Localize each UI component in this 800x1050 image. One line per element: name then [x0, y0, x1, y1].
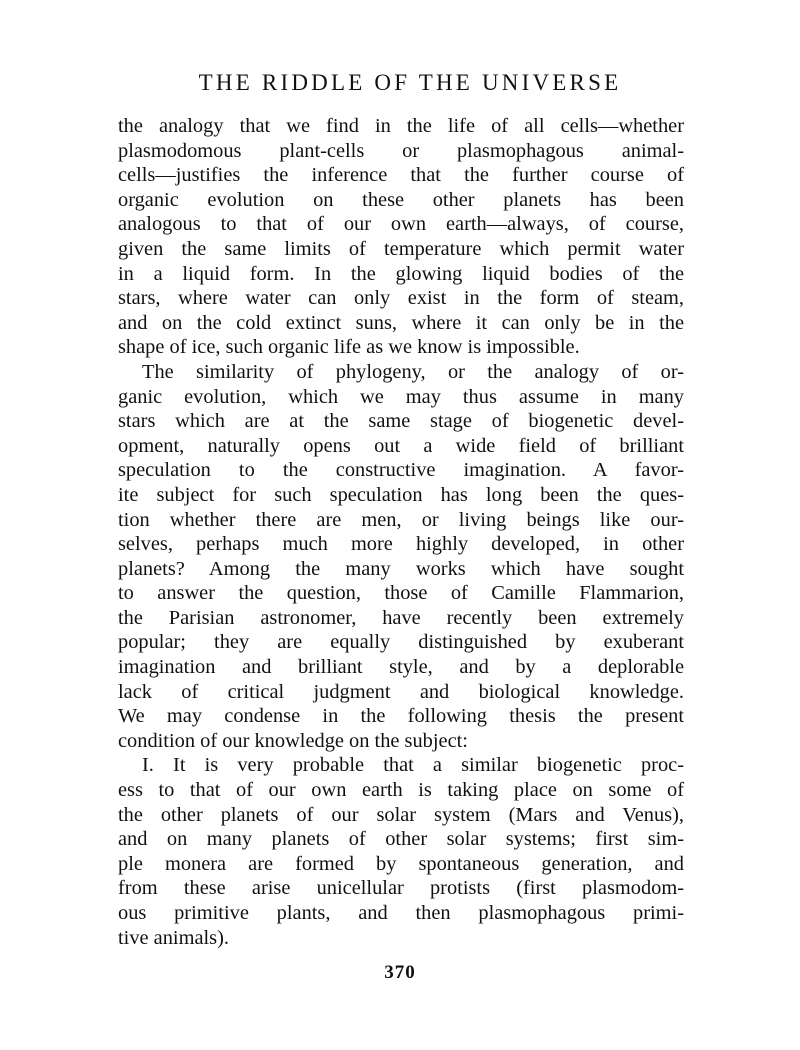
text-line: and on many planets of other solar systems; first sim- [118, 828, 684, 851]
page-number: 370 [384, 962, 416, 983]
text-line: the other planets of our solar system (Mars and Venus), [118, 803, 684, 826]
paragraph-1 [118, 114, 684, 360]
text-line: given the same limits of temperature which permit water [118, 237, 684, 260]
text-line: shape of ice, such organic life as we know is impossible. [118, 336, 580, 359]
paragraph-2 [118, 360, 684, 754]
text-line: planets? Among the many works which have sought [118, 557, 684, 580]
text-line: organic evolution on these other planets has been [118, 188, 684, 211]
text-line: in a liquid form. In the glowing liquid bodies of the [118, 262, 684, 285]
text-line: We may condense in the following thesis the present [118, 705, 684, 728]
text-line: The similarity of phylogeny, or the analogy of or- [142, 360, 684, 383]
text-line: ite subject for such speculation has long been the ques- [118, 483, 684, 506]
text-line: tive animals). [118, 926, 229, 949]
text-line: stars, where water can only exist in the form of steam, [118, 287, 684, 310]
text-line: lack of critical judgment and biological knowledge. [118, 680, 684, 703]
text-line: imagination and brilliant style, and by a deplorable [118, 656, 684, 679]
text-line: selves, perhaps much more highly developed, in other [118, 533, 684, 556]
text-line: plasmodomous plant-cells or plasmophagous animal- [118, 139, 684, 162]
paragraph-3 [118, 753, 684, 950]
text-line: to answer the question, those of Camille Flammarion, [118, 582, 684, 605]
text-line: speculation to the constructive imagination. A favor- [118, 459, 684, 482]
text-line: ess to that of our own earth is taking place on some of [118, 779, 684, 802]
text-line: I. It is very probable that a similar biogenetic proc- [142, 754, 684, 777]
text-line: ous primitive plants, and then plasmophagous primi- [118, 902, 684, 924]
running-head: THE RIDDLE OF THE UNIVERSE [198, 70, 622, 95]
text-line: from these arise unicellular protists (first plasmodom- [118, 877, 684, 900]
body-text [118, 114, 684, 950]
text-line: condition of our knowledge on the subject: [118, 729, 468, 752]
text-line: ganic evolution, which we may thus assume in many [118, 385, 684, 408]
text-line: ple monera are formed by spontaneous generation, and [118, 852, 684, 875]
text-line: opment, naturally opens out a wide field of brilliant [118, 434, 684, 457]
text-line: the analogy that we find in the life of all cells—whether [118, 115, 684, 137]
text-line: popular; they are equally distinguished by exuberant [118, 631, 684, 654]
text-line: stars which are at the same stage of biogenetic devel- [118, 410, 684, 433]
text-line: cells—justifies the inference that the further course of [118, 164, 684, 187]
text-line: and on the cold extinct suns, where it can only be in the [118, 311, 684, 334]
text-line: the Parisian astronomer, have recently been extremely [118, 606, 684, 629]
text-line: analogous to that of our own earth—always, of course, [118, 213, 684, 236]
text-line: tion whether there are men, or living beings like our- [118, 508, 684, 531]
